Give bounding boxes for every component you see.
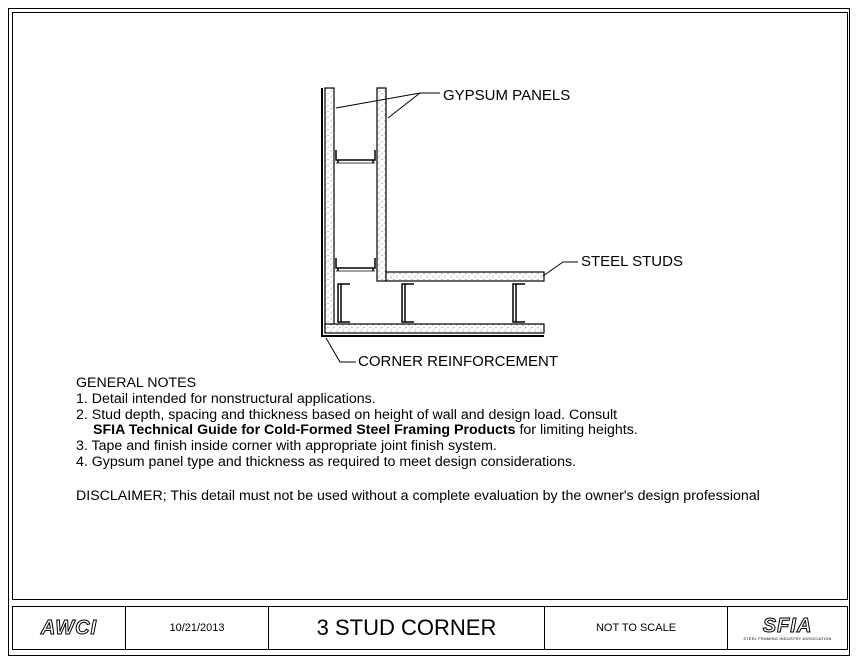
note-3: 3. Tape and finish inside corner with appropriate joint finish system. <box>76 438 497 455</box>
title-cell <box>269 607 545 649</box>
notes-heading: GENERAL NOTES <box>76 375 197 391</box>
gypsum-panel-vertical-outer <box>325 88 334 328</box>
callout-corner-reinforcement: CORNER REINFORCEMENT <box>358 353 559 370</box>
leader-corner <box>326 338 356 362</box>
gypsum-panel-horizontal-inner <box>386 272 544 281</box>
disclaimer: DISCLAIMER; This detail must not be used without a complete evaluation by the owner's design professional <box>76 488 760 504</box>
callout-gypsum-panels: GYPSUM PANELS <box>443 87 571 104</box>
sfia-logo-subtext: STEEL FRAMING INDUSTRY ASSOCIATION <box>743 635 832 641</box>
awci-logo <box>13 607 126 649</box>
note-4: 4. Gypsum panel type and thickness as required to meet design considerations. <box>76 453 576 470</box>
corner-reinforcement <box>322 88 544 336</box>
steel-stud-horizontal-1 <box>402 284 414 322</box>
date-cell <box>126 607 269 649</box>
note-1: 1. Detail intended for nonstructural applications. <box>76 390 376 407</box>
note-2-continued <box>76 423 638 439</box>
general-notes <box>76 376 638 471</box>
leader-gypsum <box>336 93 440 118</box>
drawing-date: 10/21/2013 <box>169 622 225 634</box>
steel-stud-corner <box>338 284 350 322</box>
title-block <box>12 606 848 650</box>
note-2-reference: SFIA Technical Guide for Cold-Formed Steel Framing Products <box>93 422 516 439</box>
gypsum-panel-horizontal-outer <box>325 324 544 333</box>
sfia-logo-text: SFIA <box>762 614 813 637</box>
drawing-scale: NOT TO SCALE <box>595 622 677 634</box>
steel-stud-vertical-1 <box>336 150 375 163</box>
sfia-logo <box>728 607 847 649</box>
steel-stud-horizontal-2 <box>513 284 525 322</box>
callout-steel-studs: STEEL STUDS <box>581 253 683 270</box>
note-2: 2. Stud depth, spacing and thickness based on height of wall and design load. Consult <box>76 406 618 423</box>
steel-stud-vertical-2 <box>336 258 375 271</box>
drawing-title: 3 STUD CORNER <box>316 615 497 640</box>
awci-logo-text: AWCI <box>40 616 98 639</box>
note-2-tail: for limiting heights. <box>515 422 638 439</box>
gypsum-panel-vertical-inner <box>377 88 386 281</box>
leader-studs <box>543 262 578 276</box>
scale-cell <box>545 607 728 649</box>
